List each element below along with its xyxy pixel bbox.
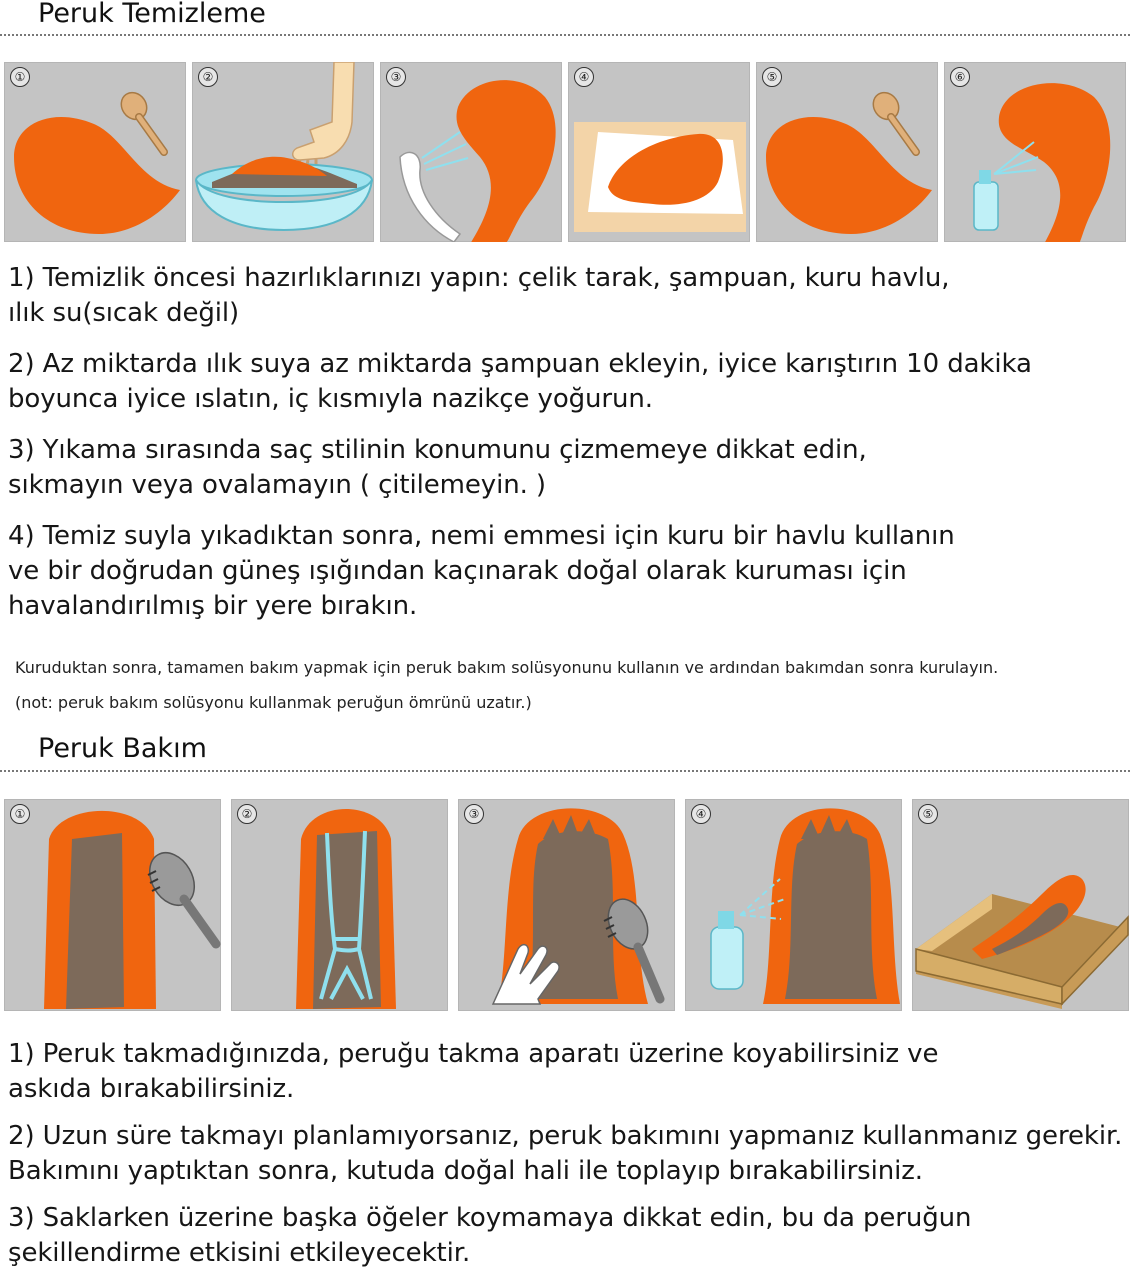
cleaning-divider: [0, 34, 1130, 36]
box-icon: [916, 894, 1128, 1009]
step-number: ③: [386, 67, 406, 87]
cleaning-step-3-text: 3) Yıkama sırasında saç stilinin konumunu çizmemeye dikkat edin, sıkmayın veya ovalamayın ( çitilemeyin. ): [8, 435, 867, 500]
cleaning-note-parenthetical: (not: peruk bakım solüsyonu kullanmak peruğun ömrünü uzatır.): [15, 693, 532, 712]
care-step-2-text: 2) Uzun süre takmayı planlamıyorsanız, peruk bakımını yapmanız kullanmanız gerekir. Bakımını yaptıktan sonra, kutuda doğal hali ile toplayıp bırakabilirsiniz.: [8, 1121, 1123, 1186]
care-title: Peruk Bakım: [38, 733, 207, 764]
wig-icon: [457, 80, 556, 242]
step-number: ①: [10, 804, 30, 824]
step-number: ②: [198, 67, 218, 87]
cleaning-step-6-illustration: [944, 62, 1126, 242]
cleaning-note: Kuruduktan sonra, tamamen bakım yapmak için peruk bakım solüsyonunu kullanın ve ardından bakımdan sonra kurulayın.: [15, 658, 999, 677]
step-number: ③: [464, 804, 484, 824]
cleaning-illustrations: [4, 62, 1126, 242]
cleaning-title: Peruk Temizleme: [38, 0, 266, 29]
step-number: ⑤: [918, 804, 938, 824]
shower-icon: [400, 132, 468, 242]
step-number: ④: [691, 804, 711, 824]
comb-icon: [116, 88, 164, 152]
step-number: ④: [574, 67, 594, 87]
step-number: ①: [10, 67, 30, 87]
care-step-1-illustration: [4, 799, 221, 1011]
care-step-2-illustration: [231, 799, 448, 1011]
cleaning-step-1-illustration: [4, 62, 186, 242]
care-step-5-illustration: [912, 799, 1129, 1011]
step-number: ⑤: [762, 67, 782, 87]
care-step-4-illustration: [685, 799, 902, 1011]
cleaning-step-1-text: 1) Temizlik öncesi hazırlıklarınızı yapın: çelik tarak, şampuan, kuru havlu, ılık su(sıcak değil): [8, 263, 950, 328]
care-step-3-text: 3) Saklarken üzerine başka öğeler koymamaya dikkat edin, bu da peruğun şekillendirme etkisini etkileyecektir.: [8, 1203, 972, 1268]
cleaning-step-4-text: 4) Temiz suyla yıkadıktan sonra, nemi emmesi için kuru bir havlu kullanın ve bir doğrudan güneş ışığından kaçınarak doğal olarak kuruması için havalandırılmış bir yere bırakın.: [8, 521, 955, 621]
comb-icon: [868, 88, 916, 152]
care-step-1-text: 1) Peruk takmadığınızda, peruğu takma aparatı üzerine koyabilirsiniz ve askıda bırakabilirsiniz.: [8, 1039, 939, 1104]
spray-bottle-icon: [974, 142, 1038, 230]
cleaning-step-3-illustration: [380, 62, 562, 242]
hand-icon: [293, 62, 354, 170]
care-divider: [0, 770, 1130, 772]
step-number: ②: [237, 804, 257, 824]
step-number: ⑥: [950, 67, 970, 87]
care-step-3-illustration: [458, 799, 675, 1011]
basin-icon: [196, 157, 372, 230]
cleaning-step-2-text: 2) Az miktarda ılık suya az miktarda şampuan ekleyin, iyice karıştırın 10 dakika boyunca iyice ıslatın, iç kısmıyla nazikçe yoğurun.: [8, 349, 1032, 414]
cleaning-step-4-illustration: [568, 62, 750, 242]
wig-icon: [999, 83, 1110, 242]
cleaning-step-5-illustration: [756, 62, 938, 242]
care-illustrations: [4, 799, 1129, 1011]
cleaning-step-2-illustration: [192, 62, 374, 242]
